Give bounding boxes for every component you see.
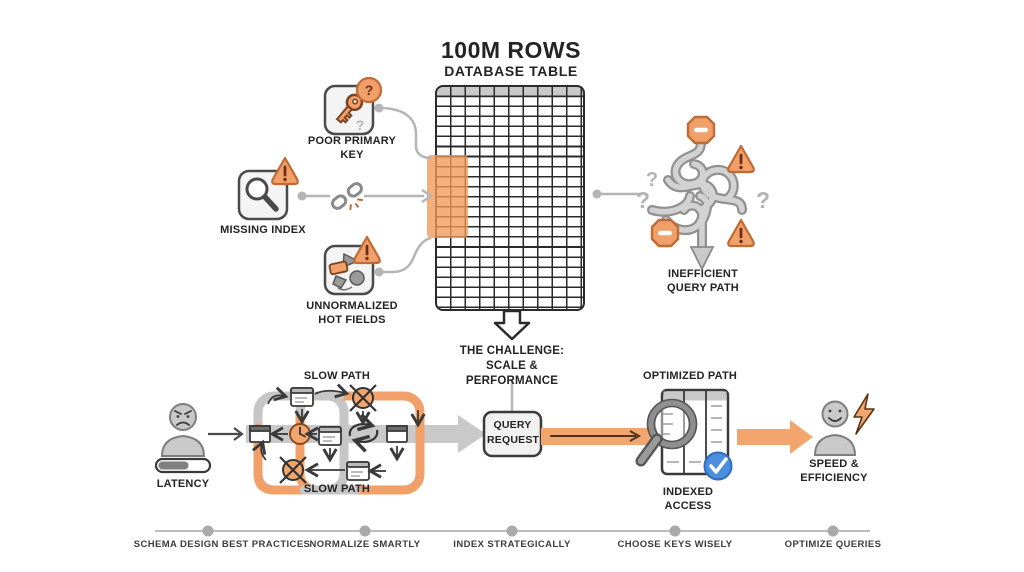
tangle-arrowhead (691, 247, 713, 269)
timeline-dot (203, 526, 214, 537)
connector-dot (375, 268, 384, 277)
svg-text:?: ? (364, 82, 374, 98)
unnormalized-hot-fields-icon (325, 237, 380, 294)
poor-primary-key-icon (325, 78, 381, 134)
timeline-item-normalize: NORMALIZE SMARTLY (309, 539, 421, 550)
slow-path-bottom-label: SLOW PATH (303, 483, 371, 495)
happy-user-icon (815, 402, 855, 456)
challenge-label: THE CHALLENGE: SCALE & PERFORMANCE (459, 345, 565, 387)
optimized-path-label: OPTIMIZED PATH (642, 370, 738, 382)
connector-unnormalized (379, 238, 431, 272)
document-icon (319, 427, 341, 445)
broken-link-icon (331, 182, 371, 219)
poor-primary-key-label: POOR PRIMARY KEY (307, 135, 397, 162)
timeline-item-index: INDEX STRATEGICALLY (453, 539, 571, 550)
speed-efficiency-label: SPEED & EFFICIENCY (800, 458, 868, 485)
connector-missing-index (298, 190, 432, 202)
document-icon (347, 462, 369, 480)
server-box-icon (250, 426, 270, 442)
question-mark: ? (645, 169, 659, 191)
unnormalized-hot-fields-label: UNNORMALIZED HOT FIELDS (306, 300, 398, 327)
down-arrow (495, 311, 529, 339)
query-request-label: QUERY REQUEST (487, 419, 540, 447)
check-badge-icon (705, 453, 732, 480)
latency-arrow (208, 428, 242, 440)
question-mark: ? (635, 187, 651, 213)
indexed-access-label: INDEXED ACCESS (662, 486, 714, 513)
page-subtitle: DATABASE TABLE (444, 63, 578, 79)
connector-dot (375, 104, 384, 113)
question-mark: ? (755, 187, 771, 213)
blocked-icon (350, 385, 376, 411)
timeline-dot (670, 526, 681, 537)
speed-arrow (737, 420, 813, 454)
timeline-item-keys: CHOOSE KEYS WISELY (617, 539, 733, 550)
stop-sign-icon (652, 220, 678, 246)
inefficient-query-path-label: INEFFICIENT QUERY PATH (667, 268, 739, 295)
warning-triangle-icon (728, 146, 754, 172)
timeline-item-optimize: OPTIMIZE QUERIES (784, 539, 882, 550)
missing-index-label: MISSING INDEX (220, 224, 306, 236)
slow-band-arrowhead (458, 415, 486, 453)
timeline-dot (360, 526, 371, 537)
svg-text:?: ? (355, 117, 365, 133)
stop-sign-icon (688, 117, 714, 143)
timeline-item-schema-design: SCHEMA DESIGN BEST PRACTICES (133, 539, 311, 550)
latency-progress-bar (156, 459, 210, 472)
clock-icon (290, 424, 310, 444)
lightning-bolt-icon (854, 394, 874, 434)
page-title: 100M ROWS (441, 37, 581, 63)
document-icon (291, 388, 313, 406)
latency-label: LATENCY (156, 478, 210, 490)
connector-table-to-tangle (593, 190, 643, 199)
timeline (155, 526, 870, 537)
server-box-icon (387, 426, 407, 442)
timeline-dot (507, 526, 518, 537)
warning-triangle-icon (728, 220, 754, 246)
blocked-icon (280, 457, 306, 483)
slow-path-top-label: SLOW PATH (303, 370, 371, 382)
tangled-path-illustration (652, 143, 742, 269)
timeline-dot (828, 526, 839, 537)
frustrated-user-icon (162, 404, 204, 456)
missing-index-icon (239, 158, 298, 219)
